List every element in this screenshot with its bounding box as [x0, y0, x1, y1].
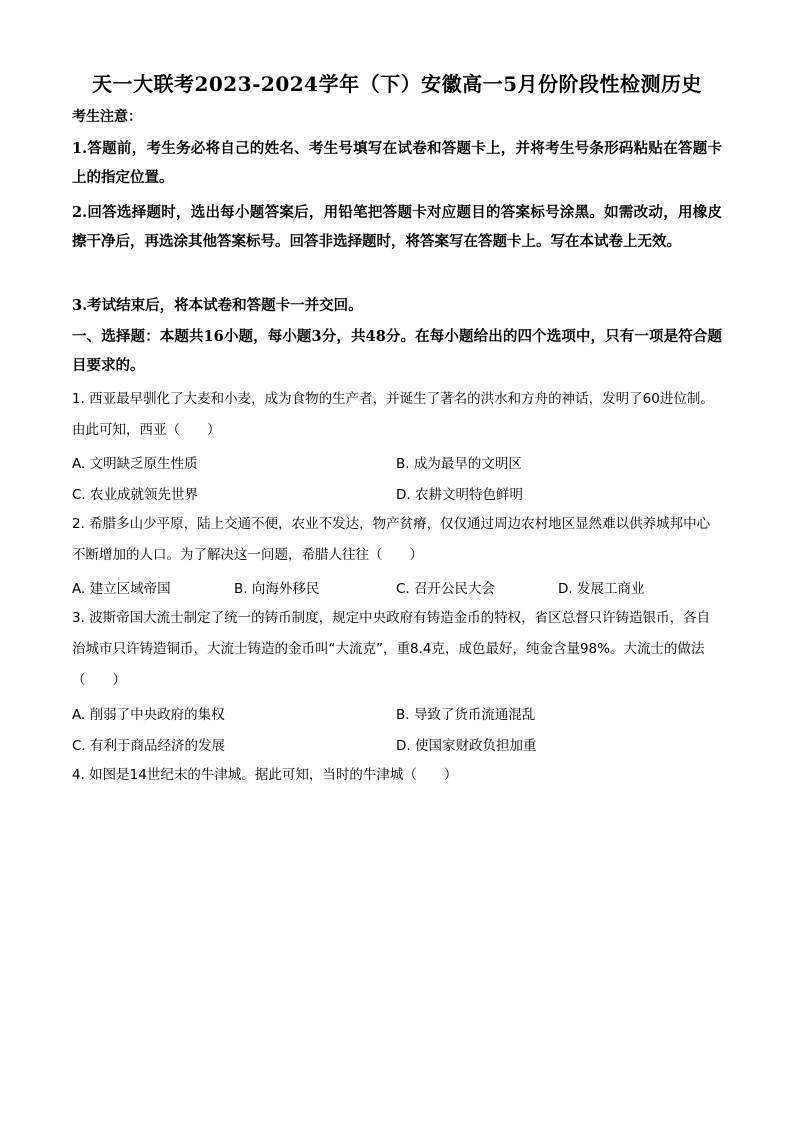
question-3-option-a: A. 削弱了中央政府的集权	[72, 707, 225, 723]
question-1-stem: 1. 西亚最早驯化了大麦和小麦，成为食物的生产者，并诞生了著名的洪水和方舟的神话，发明了60进位制。由此可知，西亚（ ）	[72, 391, 714, 438]
question-1-option-a: A. 文明缺乏原生性质	[72, 456, 198, 472]
question-2-stem: 2. 希腊多山少平原，陆上交通不便，农业不发达，物产贫瘠，仅仅通过周边农村地区显然难以供养城邦中心不断增加的人口。为了解决这一问题，希腊人往往（ ）	[72, 516, 711, 563]
notice-item-1: 1.答题前，考生务必将自己的姓名、考生号填写在试卷和答题卡上，并将考生号条形码粘贴在答题卡上的指定位置。	[72, 140, 722, 186]
notice-item-3: 3.考试结束后，将本试卷和答题卡一并交回。	[72, 297, 363, 314]
notice-item-2: 2.回答选择题时，选出每小题答案后，用铅笔把答题卡对应题目的答案标号涂黑。如需改动，用橡皮擦干净后，再选涂其他答案标号。回答非选择题时，将答案写在答题卡上。写在本试卷上无效。	[72, 204, 722, 250]
exam-title: 天一大联考2023-2024学年（下）安徽高一5月份阶段性检测历史	[91, 72, 703, 96]
notice-label: 考生注意：	[72, 109, 142, 125]
question-1-option-b: B. 成为最早的文明区	[396, 456, 522, 472]
question-1-option-c: C. 农业成就领先世界	[72, 487, 199, 503]
question-2-option-a: A. 建立区域帝国	[72, 581, 171, 597]
question-3-option-d: D. 使国家财政负担加重	[396, 738, 537, 754]
question-2-option-d: D. 发展工商业	[558, 581, 645, 597]
question-2-option-b: B. 向海外移民	[234, 581, 320, 597]
question-3-option-c: C. 有利于商品经济的发展	[72, 738, 226, 754]
question-3-stem: 3. 波斯帝国大流士制定了统一的铸币制度，规定中央政府有铸造金币的特权，省区总督只许铸造银币，各自治城市只许铸造铜币，大流士铸造的金币叫“大流克”，重8.4克，成色最好，纯金含量98%。大流士的做法（ ）	[72, 610, 711, 688]
question-3-option-b: B. 导致了货币流通混乱	[396, 707, 536, 723]
section-heading: 一、选择题：本题共16小题，每小题3分，共48分。在每小题给出的四个选项中，只有一项是符合题目要求的。	[72, 328, 722, 374]
question-2-option-c: C. 召开公民大会	[396, 581, 496, 597]
question-1-option-d: D. 农耕文明特色鲜明	[396, 487, 523, 503]
question-4-stem: 4. 如图是14世纪末的牛津城。据此可知，当时的牛津城（ ）	[72, 767, 458, 783]
